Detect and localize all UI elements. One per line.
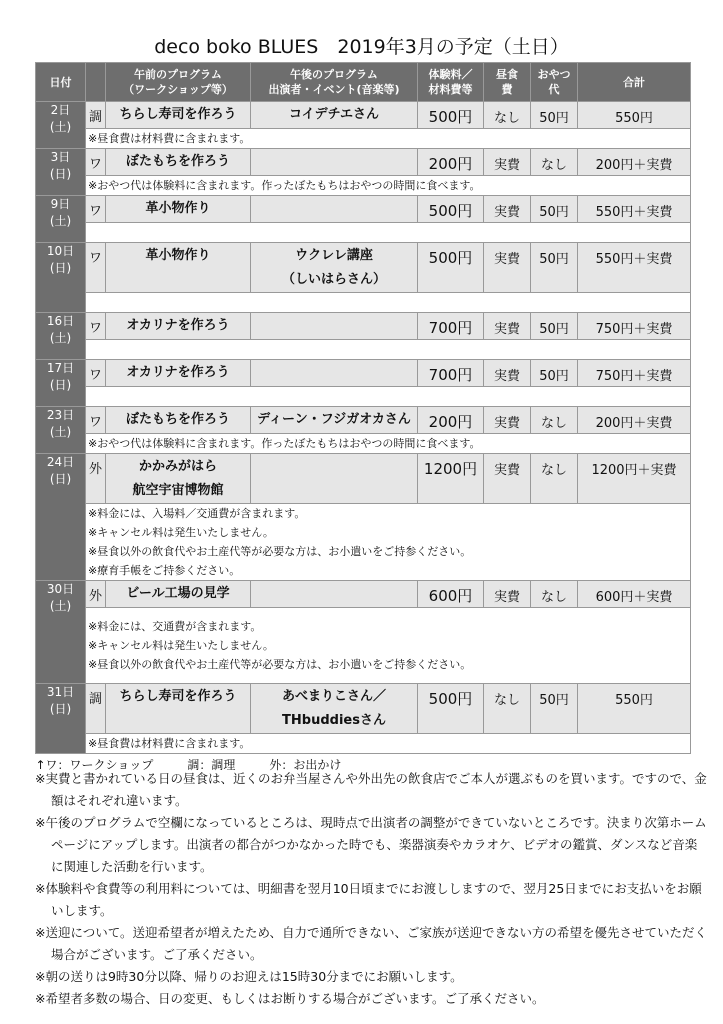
note-cell: ※おやつ代は体験料に含まれます。作ったぼたもちはおやつの時間に食べます。 <box>86 176 691 196</box>
date-cell: 23日 (土) <box>36 407 86 454</box>
footnote: ※体験料や食費等の利用料については、明細書を翌月10日頃までにお渡ししますので、翌月25日までにお支払いをお願いします。 <box>35 881 702 918</box>
date-cell: 10日 (日) <box>36 243 86 313</box>
note-row <box>36 340 691 360</box>
category-cell: 外 <box>86 454 106 504</box>
note-row <box>36 293 691 313</box>
am-program-cell: 革小物作り <box>106 243 251 293</box>
am-program-cell: オカリナを作ろう <box>106 360 251 387</box>
note-row <box>36 734 691 754</box>
footnote: ※送迎について。送迎希望者が増えたため、自力で通所できない、ご家族が送迎できない方の希望を優先させていただく場合がございます。ご了承ください。 <box>35 925 707 962</box>
total-cell: 750円＋実費 <box>578 313 691 340</box>
schedule-row <box>36 102 691 129</box>
schedule-table <box>35 62 691 774</box>
note-row <box>36 608 691 684</box>
total-cell: 600円＋実費 <box>578 581 691 608</box>
footnote: ※午後のプログラムで空欄になっているところは、現時点で出演者の調整ができていないところです。決まり次第ホームページにアップします。出演者の都合がつかなかった時でも、楽器演奏やカラオケ、ビデオの鑑賞、ダンスなど音楽に関連した活動を行います。 <box>35 815 707 874</box>
am-program-cell: オカリナを作ろう <box>106 313 251 340</box>
schedule-row <box>36 407 691 434</box>
lunch-cell: 実費 <box>484 581 531 608</box>
footnote: ※実費と書かれている日の昼食は、近くのお弁当屋さんや外出先の飲食店でご本人が選ぶものを買います。ですので、金額はそれぞれ違います。 <box>35 771 707 808</box>
note-cell <box>86 340 691 360</box>
lunch-cell: なし <box>484 102 531 129</box>
pm-program-cell: あべまりこさん／ THbuddiesさん <box>251 684 418 734</box>
pm-program-cell <box>251 313 418 340</box>
header-fee: 体験料／ 材料費等 <box>418 63 484 102</box>
snack-cell: なし <box>531 149 578 176</box>
category-cell: ワ <box>86 149 106 176</box>
fee-cell: 600円 <box>418 581 484 608</box>
pm-program-cell: ウクレレ講座 （しいはらさん） <box>251 243 418 293</box>
header-snack: おやつ 代 <box>531 63 578 102</box>
page-title: deco boko BLUES 2019年3月の予定（土日） <box>154 36 569 58</box>
fee-cell: 200円 <box>418 149 484 176</box>
note-row <box>36 434 691 454</box>
total-cell: 200円＋実費 <box>578 407 691 434</box>
lunch-cell: 実費 <box>484 196 531 223</box>
schedule-row <box>36 684 691 734</box>
lunch-cell: なし <box>484 684 531 734</box>
note-row <box>36 129 691 149</box>
schedule-row <box>36 313 691 340</box>
pm-program-cell: コイデチエさん <box>251 102 418 129</box>
fee-cell: 500円 <box>418 196 484 223</box>
note-row <box>36 387 691 407</box>
legend-outing: 外：お出かけ <box>269 757 342 772</box>
header-am: 午前のプログラム （ワークショップ等） <box>106 63 251 102</box>
total-cell: 550円 <box>578 102 691 129</box>
category-cell: 調 <box>86 102 106 129</box>
note-row <box>36 504 691 581</box>
snack-cell: 50円 <box>531 313 578 340</box>
category-cell: 調 <box>86 684 106 734</box>
footnotes <box>35 768 707 1010</box>
note-cell <box>86 387 691 407</box>
fee-cell: 500円 <box>418 243 484 293</box>
lunch-cell: 実費 <box>484 407 531 434</box>
am-program-cell: かかみがはら 航空宇宙博物館 <box>106 454 251 504</box>
total-cell: 750円＋実費 <box>578 360 691 387</box>
am-program-cell: ちらし寿司を作ろう <box>106 102 251 129</box>
total-cell: 550円 <box>578 684 691 734</box>
total-cell: 1200円＋実費 <box>578 454 691 504</box>
snack-cell: なし <box>531 407 578 434</box>
legend-cooking: 調：調理 <box>187 757 236 772</box>
pm-program-cell <box>251 581 418 608</box>
snack-cell: 50円 <box>531 360 578 387</box>
category-cell: ワ <box>86 243 106 293</box>
fee-cell: 500円 <box>418 684 484 734</box>
pm-program-cell <box>251 454 418 504</box>
note-cell: ※昼食費は材料費に含まれます。 <box>86 129 691 149</box>
footnote: ※朝の送りは9時30分以降、帰りのお迎えは15時30分までにお願いします。 <box>35 969 463 984</box>
total-cell: 550円＋実費 <box>578 196 691 223</box>
snack-cell: 50円 <box>531 684 578 734</box>
date-cell: 30日 (土) <box>36 581 86 684</box>
pm-program-cell <box>251 196 418 223</box>
snack-cell: 50円 <box>531 196 578 223</box>
lunch-cell: 実費 <box>484 454 531 504</box>
note-row <box>36 176 691 196</box>
lunch-cell: 実費 <box>484 313 531 340</box>
fee-cell: 200円 <box>418 407 484 434</box>
snack-cell: なし <box>531 454 578 504</box>
category-cell: ワ <box>86 313 106 340</box>
fee-cell: 700円 <box>418 313 484 340</box>
date-cell: 17日 (日) <box>36 360 86 407</box>
total-cell: 200円＋実費 <box>578 149 691 176</box>
date-cell: 3日 (日) <box>36 149 86 196</box>
date-cell: 31日 (日) <box>36 684 86 754</box>
schedule-row <box>36 360 691 387</box>
category-cell: ワ <box>86 196 106 223</box>
lunch-cell: 実費 <box>484 149 531 176</box>
fee-cell: 1200円 <box>418 454 484 504</box>
note-cell <box>86 293 691 313</box>
schedule-row <box>36 581 691 608</box>
fee-cell: 500円 <box>418 102 484 129</box>
note-cell <box>86 223 691 243</box>
category-cell: ワ <box>86 407 106 434</box>
lunch-cell: 実費 <box>484 243 531 293</box>
note-cell: ※料金には、交通費が含まれます。 ※キャンセル料は発生いたしません。 ※昼食以外の飲食代やお土産代等が必要な方は、お小遣いをご持参ください。 <box>86 608 691 684</box>
footnote: ※希望者多数の場合、日の変更、もしくはお断りする場合がございます。ご了承ください。 <box>35 991 545 1006</box>
snack-cell: 50円 <box>531 102 578 129</box>
schedule-row <box>36 454 691 504</box>
schedule-row <box>36 149 691 176</box>
schedule-row <box>36 243 691 293</box>
date-cell: 2日 (土) <box>36 102 86 149</box>
date-cell: 16日 (土) <box>36 313 86 360</box>
am-program-cell: ビール工場の見学 <box>106 581 251 608</box>
note-cell: ※おやつ代は体験料に含まれます。作ったぼたもちはおやつの時間に食べます。 <box>86 434 691 454</box>
category-cell: 外 <box>86 581 106 608</box>
header-date: 日付 <box>36 63 86 102</box>
header-pm: 午後のプログラム 出演者・イベント(音楽等) <box>251 63 418 102</box>
am-program-cell: ちらし寿司を作ろう <box>106 684 251 734</box>
snack-cell: 50円 <box>531 243 578 293</box>
pm-program-cell <box>251 360 418 387</box>
pm-program-cell: ディーン・フジガオカさん <box>251 407 418 434</box>
note-row <box>36 223 691 243</box>
category-cell: ワ <box>86 360 106 387</box>
am-program-cell: ぼたもちを作ろう <box>106 149 251 176</box>
date-cell: 24日 (日) <box>36 454 86 581</box>
snack-cell: なし <box>531 581 578 608</box>
note-cell: ※料金には、入場料／交通費が含まれます。 ※キャンセル料は発生いたしません。 ※昼食以外の飲食代やお土産代等が必要な方は、お小遣いをご持参ください。 ※療育手帳をご持参ください。 <box>86 504 691 581</box>
schedule-row <box>36 196 691 223</box>
header-category <box>86 63 106 102</box>
fee-cell: 700円 <box>418 360 484 387</box>
am-program-cell: ぼたもちを作ろう <box>106 407 251 434</box>
lunch-cell: 実費 <box>484 360 531 387</box>
header-row <box>36 63 691 102</box>
pm-program-cell <box>251 149 418 176</box>
header-lunch: 昼食 費 <box>484 63 531 102</box>
am-program-cell: 革小物作り <box>106 196 251 223</box>
total-cell: 550円＋実費 <box>578 243 691 293</box>
date-cell: 9日 (土) <box>36 196 86 243</box>
legend-workshop: ↑ワ：ワークショップ <box>35 757 154 772</box>
note-cell: ※昼食費は材料費に含まれます。 <box>86 734 691 754</box>
header-total: 合計 <box>578 63 691 102</box>
